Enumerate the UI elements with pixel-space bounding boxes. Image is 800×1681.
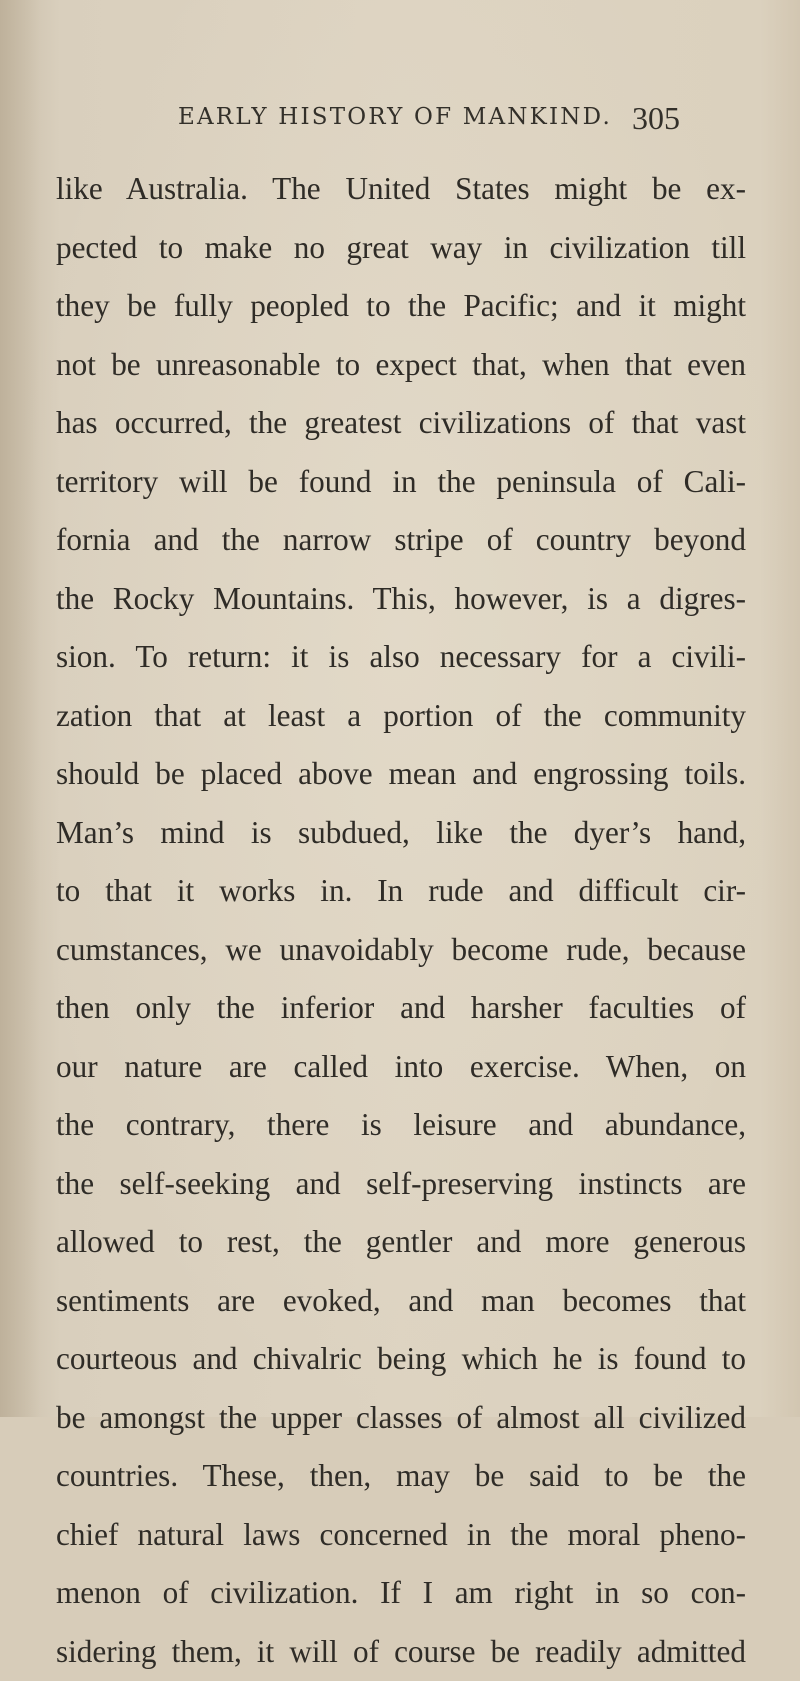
text-line: they be fully peopled to the Pacific; and it might [56,277,746,336]
text-line: to that it works in. In rude and difficult cir- [56,862,746,921]
page-header [0,104,800,144]
text-line: the Rocky Mountains. This, however, is a digres- [56,570,746,629]
text-line: be amongst the upper classes of almost all civilized [56,1389,746,1448]
text-line: should be placed above mean and engrossing toils. [56,745,746,804]
text-line: sentiments are evoked, and man becomes that [56,1272,746,1331]
text-line: fornia and the narrow stripe of country beyond [56,511,746,570]
body-text [56,160,746,1681]
text-line: chief natural laws concerned in the moral pheno- [56,1506,746,1565]
text-line: allowed to rest, the gentler and more generous [56,1213,746,1272]
text-line: sidering them, it will of course be readily admitted [56,1623,746,1681]
text-line: the contrary, there is leisure and abundance, [56,1096,746,1155]
text-line: zation that at least a portion of the community [56,687,746,746]
text-line: countries. These, then, may be said to be the [56,1447,746,1506]
text-line: then only the inferior and harsher faculties of [56,979,746,1038]
text-line: the self-seeking and self-preserving instincts are [56,1155,746,1214]
text-line: Man’s mind is subdued, like the dyer’s hand, [56,804,746,863]
text-line: cumstances, we unavoidably become rude, because [56,921,746,980]
text-line: menon of civilization. If I am right in so con- [56,1564,746,1623]
text-line: courteous and chivalric being which he is found to [56,1330,746,1389]
page-number: 305 [632,100,680,137]
text-line: has occurred, the greatest civilizations of that vast [56,394,746,453]
text-line: territory will be found in the peninsula of Cali- [56,453,746,512]
text-line: sion. To return: it is also necessary for a civili- [56,628,746,687]
text-line: not be unreasonable to expect that, when that even [56,336,746,395]
text-line: our nature are called into exercise. When, on [56,1038,746,1097]
text-line: like Australia. The United States might be ex- [56,160,746,219]
text-line: pected to make no great way in civilization till [56,219,746,278]
running-head: EARLY HISTORY OF MANKIND. [178,104,612,130]
